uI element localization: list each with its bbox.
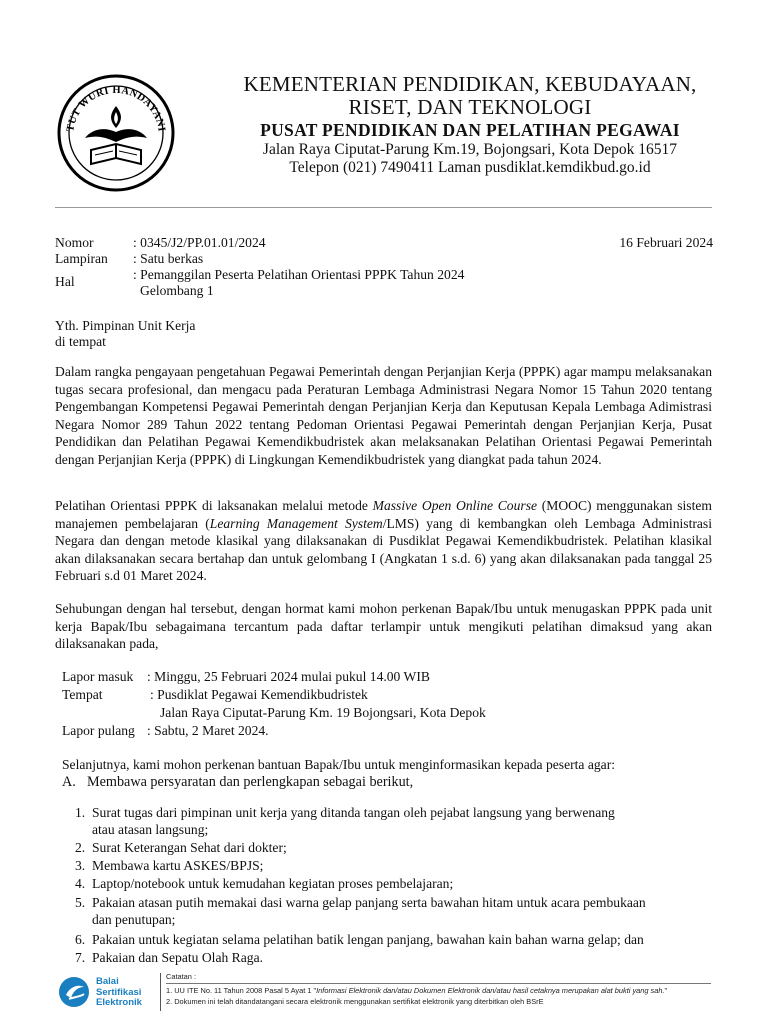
lapor-pulang-label: Lapor pulang	[62, 723, 135, 738]
list-item-number: 3.	[75, 858, 86, 873]
paragraph-1: Dalam rangka pengayaan pengetahuan Pegawai Pemerintah dengan Perjanjian Kerja (PPPK) agar mampu melaksanakan tugas secara profesional, dan mengacu pada Peraturan Lembaga Administrasi Negara Nomor 15 Tahun 2020 tentang Pengembangan Kompetensi Pegawai Pemerintah dengan Perjanjian Kerja dan Keputusan Kepala Lembaga Adimistrasi Negara Nomor 289 Tahun 2022 tentang Pedoman Orientasi Pegawai Pemerintah dengan Perjanjian Kerja, Pusat Pendidikan dan Pelatihan Pegawai Kemendikbudristek akan melaksanakan Pelatihan Orientasi Pegawai Pemerintah dengan Perjanjian Kerja (PPPK) di Lingkungan Kemendikbudristek yang diangkat pada tahun 2024.	[55, 364, 712, 467]
list-item-number: 6.	[75, 932, 86, 947]
unit-name: PUSAT PENDIDIKAN DAN PELATIHAN PEGAWAI	[260, 120, 680, 140]
tempat-address: Jalan Raya Ciputat-Parung Km. 19 Bojongsari, Kota Depok	[160, 705, 486, 720]
list-item-number: 4.	[75, 876, 86, 891]
list-item: Surat Keterangan Sehat dari dokter;	[92, 840, 287, 855]
recipient-line-2: di tempat	[55, 334, 106, 349]
address-line: Jalan Raya Ciputat-Parung Km.19, Bojongsari, Kota Depok 16517	[262, 141, 678, 158]
list-item: Surat tugas dari pimpinan unit kerja yang ditanda tangan oleh pejabat langsung yang berwenang	[92, 805, 615, 820]
lampiran-label: Lampiran	[55, 251, 108, 266]
list-item-number: 2.	[75, 840, 86, 855]
tempat-value: : Pusdiklat Pegawai Kemendikbudristek	[150, 687, 368, 702]
hal-value: : Pemanggilan Peserta Pelatihan Orientasi PPPK Tahun 2024	[133, 267, 465, 282]
catatan-divider	[166, 983, 711, 984]
lampiran-value: : Satu berkas	[133, 251, 204, 266]
footer-note-1: 1. UU ITE No. 11 Tahun 2008 Pasal 5 Ayat 1 "Informasi Elektronik dan/atau Dokumen Elektronik dan/atau hasil cetaknya merupakan alat bukti yang sah."	[166, 986, 668, 995]
section-a-marker: A.	[62, 774, 76, 790]
nomor-value: : 0345/J2/PP.01.01/2024	[133, 235, 266, 250]
bsre-name: Balai Sertifikasi Elektronik	[96, 976, 142, 1008]
paragraph-3: Sehubungan dengan hal tersebut, dengan hormat kami mohon perkenan Bapak/Ibu untuk menugaskan PPPK pada unit kerja Bapak/Ibu sebagaimana tercantum pada daftar terlampir untuk mengikuti pelatihan dimaksud yang akan dilaksanakan pada,	[55, 601, 712, 652]
contact-line: Telepon (021) 7490411 Laman pusdiklat.kemdikbud.go.id	[289, 159, 651, 176]
list-item: Membawa kartu ASKES/BPJS;	[92, 858, 264, 873]
tempat-label: Tempat	[62, 687, 103, 702]
list-item: Pakaian atasan putih memakai dasi warna gelap panjang serta bawahan hitam untuk acara pembukaan	[92, 895, 646, 910]
bsre-logo-icon	[57, 975, 91, 1009]
catatan-title: Catatan :	[166, 972, 196, 981]
list-item-number: 7.	[75, 950, 86, 965]
recipient-line-1: Yth. Pimpinan Unit Kerja	[55, 318, 196, 333]
lapor-masuk-value: : Minggu, 25 Februari 2024 mulai pukul 14.00 WIB	[147, 669, 430, 684]
hal-label: Hal	[55, 274, 75, 289]
svg-text:TUT WURI HANDAYANI: TUT WURI HANDAYANI	[65, 84, 167, 133]
closing-intro: Selanjutnya, kami mohon perkenan bantuan Bapak/Ibu untuk menginformasikan kepada peserta agar:	[62, 757, 616, 772]
lapor-masuk-label: Lapor masuk	[62, 669, 134, 684]
list-item: Pakaian untuk kegiatan selama pelatihan batik lengan panjang, bawahan kain bahan warna gelap; dan	[92, 932, 644, 947]
ministry-name-line-1: KEMENTERIAN PENDIDIKAN, KEBUDAYAAN,	[243, 72, 697, 96]
list-item: Pakaian dan Sepatu Olah Raga.	[92, 950, 264, 965]
ministry-name-line-2: RISET, DAN TEKNOLOGI	[348, 95, 592, 119]
lapor-pulang-value: : Sabtu, 2 Maret 2024.	[147, 723, 269, 738]
paragraph-2: Pelatihan Orientasi PPPK di laksanakan melalui metode Massive Open Online Course (MOOC) menggunakan sistem manajemen pembelajaran (Learning Management System/LMS) yang di kembangkan oleh Lembaga Administrasi Negara dan dengan metode klasikal yang dilaksanakan di Pusdiklat Pegawai Kemendikbudristek. Pelatihan klasikal akan dilaksanakan secara bertahap dan untuk gelombang I (Angkatan 1 s.d. 6) yang akan dilaksanakan pada tanggal 25 Februari s.d 01 Maret 2024.	[55, 498, 712, 584]
tut-wuri-handayani-logo	[55, 72, 177, 194]
hal-value-continued: Gelombang 1	[140, 283, 214, 298]
letterhead-divider	[55, 207, 712, 208]
section-a-text: Membawa persyaratan dan perlengkapan sebagai berikut,	[87, 774, 414, 790]
nomor-label: Nomor	[55, 235, 94, 250]
list-item: Laptop/notebook untuk kemudahan kegiatan proses pembelajaran;	[92, 876, 454, 891]
footer-note-2: 2. Dokumen ini telah ditandatangani secara elektronik menggunakan sertifikat elektronik yang diterbitkan oleh BSrE	[166, 997, 544, 1006]
letter-date: 16 Februari 2024	[619, 235, 713, 250]
list-item-number: 1.	[75, 805, 86, 820]
list-item-continued: dan penutupan;	[92, 912, 176, 927]
list-item-continued: atau atasan langsung;	[92, 822, 209, 837]
list-item-number: 5.	[75, 895, 86, 910]
